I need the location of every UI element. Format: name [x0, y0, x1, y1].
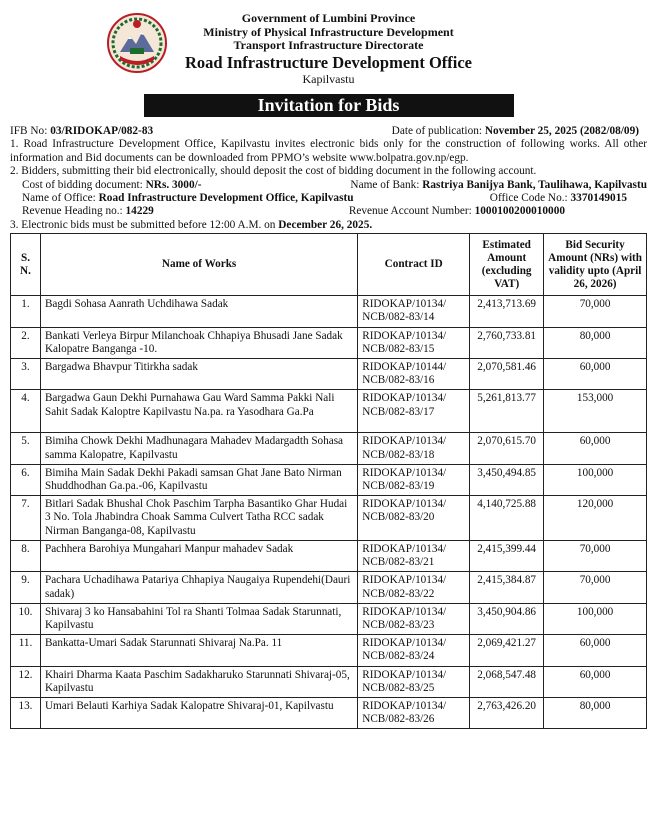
row-estimated-amount: 2,760,733.81	[470, 327, 544, 358]
row-contract-id: RIDOKAP/10134/ NCB/082-83/21	[358, 540, 470, 571]
table-row	[11, 635, 647, 666]
paragraph-2: 2. Bidders, submitting their bid electronically, should deposit the cost of bidding document in the following account.	[10, 165, 537, 178]
row-estimated-amount: 2,763,426.20	[470, 697, 544, 728]
table-row	[11, 296, 647, 327]
row-contract-id: RIDOKAP/10134/ NCB/082-83/25	[358, 666, 470, 697]
notice-banner: Invitation for Bids	[144, 94, 514, 117]
office-code-row	[10, 192, 647, 205]
row-contract-id: RIDOKAP/10134/ NCB/082-83/24	[358, 635, 470, 666]
row-name-of-works: Bargadwa Gaun Dekhi Purnahawa Gau Ward Samma Pakki Nali Sahit Sadak Kaloptre Kapilvastu Na.pa. ra Yasodhara Ga.Pa	[40, 390, 357, 433]
row-name-of-works: Bitlari Sadak Bhushal Chok Paschim Tarpha Basantiko Ghar Hudai 3 No. Tola Jhabindra Choak Samma Culvert Tatha RCC sadak Nirman Banganga-08, Kapilvastu	[40, 496, 357, 541]
revenue-row	[10, 205, 647, 218]
table-row	[11, 433, 647, 464]
header-estimated-amount: Estimated Amount (excluding VAT)	[470, 234, 544, 296]
revenue-account: Revenue Account Number: 1000100200010000	[348, 205, 565, 218]
row-sn: 12.	[11, 666, 41, 697]
row-contract-id: RIDOKAP/10134/ NCB/082-83/17	[358, 390, 470, 433]
row-estimated-amount: 2,415,399.44	[470, 540, 544, 571]
row-name-of-works: Umari Belauti Karhiya Sadak Kalopatre Shivaraj-01, Kapilvastu	[40, 697, 357, 728]
office-code: Office Code No.: 3370149015	[489, 192, 627, 205]
ifb-number: IFB No: 03/RIDOKAP/082-83	[10, 125, 154, 137]
row-name-of-works: Bargadwa Bhavpur Titirkha sadak	[40, 359, 357, 390]
row-sn: 2.	[11, 327, 41, 358]
row-estimated-amount: 2,413,713.69	[470, 296, 544, 327]
revenue-heading: Revenue Heading no.: 14229	[22, 205, 154, 218]
table-row	[11, 603, 647, 634]
row-bid-security: 80,000	[544, 327, 647, 358]
row-contract-id: RIDOKAP/10134/ NCB/082-83/15	[358, 327, 470, 358]
row-bid-security: 60,000	[544, 635, 647, 666]
office-name: Name of Office: Road Infrastructure Development Office, Kapilvastu	[22, 192, 354, 205]
row-contract-id: RIDOKAP/10134/ NCB/082-83/22	[358, 572, 470, 603]
header-bid-security: Bid Security Amount (NRs) with validity upto (April 26, 2026)	[544, 234, 647, 296]
row-bid-security: 80,000	[544, 697, 647, 728]
table-row	[11, 327, 647, 358]
row-sn: 3.	[11, 359, 41, 390]
row-bid-security: 100,000	[544, 603, 647, 634]
row-name-of-works: Shivaraj 3 ko Hansabahini Tol ra Shanti Tolmaa Sadak Starunnati, Kapilvastu	[40, 603, 357, 634]
row-contract-id: RIDOKAP/10134/ NCB/082-83/26	[358, 697, 470, 728]
publication-date: Date of publication: November 25, 2025 (2082/08/09)	[391, 125, 639, 137]
table-row	[11, 666, 647, 697]
directorate-line: Transport Infrastructure Directorate	[233, 38, 424, 52]
row-bid-security: 120,000	[544, 496, 647, 541]
table-row	[11, 464, 647, 495]
row-bid-security: 60,000	[544, 433, 647, 464]
row-sn: 11.	[11, 635, 41, 666]
row-bid-security: 153,000	[544, 390, 647, 433]
row-estimated-amount: 5,261,813.77	[470, 390, 544, 433]
row-sn: 4.	[11, 390, 41, 433]
row-estimated-amount: 2,070,581.46	[470, 359, 544, 390]
row-bid-security: 70,000	[544, 540, 647, 571]
table-header-row	[11, 234, 647, 296]
row-bid-security: 70,000	[544, 572, 647, 603]
row-estimated-amount: 3,450,494.85	[470, 464, 544, 495]
row-estimated-amount: 2,070,615.70	[470, 433, 544, 464]
table-row	[11, 359, 647, 390]
cost-bank-row	[10, 179, 647, 192]
paragraph-1: 1. Road Infrastructure Development Office, Kapilvastu invites electronic bids only for the construction of following works. All other information and Bid documents can be downloaded from PPMO’s website www.bolpatra.gov.np/egp.	[10, 138, 647, 164]
ifb-row	[10, 125, 647, 138]
row-estimated-amount: 4,140,725.88	[470, 496, 544, 541]
row-contract-id: RIDOKAP/10144/ NCB/082-83/16	[358, 359, 470, 390]
row-sn: 13.	[11, 697, 41, 728]
header-name-of-works: Name of Works	[40, 234, 357, 296]
row-estimated-amount: 3,450,904.86	[470, 603, 544, 634]
row-sn: 8.	[11, 540, 41, 571]
row-sn: 7.	[11, 496, 41, 541]
row-estimated-amount: 2,415,384.87	[470, 572, 544, 603]
table-row	[11, 496, 647, 541]
ministry-line: Ministry of Physical Infrastructure Development	[203, 24, 454, 39]
header-sn: S. N.	[11, 234, 41, 296]
office-title: Road Infrastructure Development Office	[184, 52, 472, 72]
row-name-of-works: Bankatta-Umari Sadak Starunnati Shivaraj Na.Pa. 11	[40, 635, 357, 666]
row-name-of-works: Bimiha Main Sadak Dekhi Pakadi samsan Ghat Jane Bato Nirman Shuddhodhan Ga.pa.-06, Kapilvastu	[40, 464, 357, 495]
row-bid-security: 60,000	[544, 359, 647, 390]
row-sn: 9.	[11, 572, 41, 603]
table-row	[11, 697, 647, 728]
row-contract-id: RIDOKAP/10134/ NCB/082-83/14	[358, 296, 470, 327]
paragraph-3: 3. Electronic bids must be submitted before 12:00 A.M. on December 26, 2025.	[10, 218, 373, 231]
bids-table	[10, 233, 647, 729]
row-name-of-works: Bankati Verleya Birpur Milanchoak Chhapiya Bhusadi Jane Sadak Kalopatre Banganga -10.	[40, 327, 357, 358]
table-body	[11, 296, 647, 729]
notice-header	[10, 12, 647, 92]
row-name-of-works: Pachara Uchadihawa Patariya Chhapiya Naugaiya Rupendehi(Dauri sadak)	[40, 572, 357, 603]
table-row	[11, 572, 647, 603]
row-name-of-works: Pachhera Barohiya Mungahari Manpur mahadev Sadak	[40, 540, 357, 571]
table-row	[11, 390, 647, 433]
bank-name: Name of Bank: Rastriya Banijya Bank, Taulihawa, Kapilvastu	[350, 178, 647, 191]
row-bid-security: 60,000	[544, 666, 647, 697]
row-estimated-amount: 2,068,547.48	[470, 666, 544, 697]
row-name-of-works: Bimiha Chowk Dekhi Madhunagara Mahadev Madargadth Sohasa samma Kalopatre, Kapilvastu	[40, 433, 357, 464]
bid-document-cost: Cost of bidding document: NRs. 3000/-	[22, 178, 202, 191]
row-contract-id: RIDOKAP/10134/ NCB/082-83/19	[358, 464, 470, 495]
government-line: Government of Lumbini Province	[241, 11, 416, 25]
table-row	[11, 540, 647, 571]
row-contract-id: RIDOKAP/10134/ NCB/082-83/23	[358, 603, 470, 634]
notice-info	[10, 125, 647, 232]
row-sn: 1.	[11, 296, 41, 327]
row-sn: 10.	[11, 603, 41, 634]
nepal-emblem-icon	[106, 12, 168, 74]
office-location: Kapilvastu	[302, 71, 355, 86]
row-contract-id: RIDOKAP/10134/ NCB/082-83/20	[358, 496, 470, 541]
row-name-of-works: Khairi Dharma Kaata Paschim Sadakharuko Starunnati Shivaraj-05, Kapilvastu	[40, 666, 357, 697]
row-estimated-amount: 2,069,421.27	[470, 635, 544, 666]
header-contract-id: Contract ID	[358, 234, 470, 296]
row-sn: 5.	[11, 433, 41, 464]
row-bid-security: 70,000	[544, 296, 647, 327]
row-bid-security: 100,000	[544, 464, 647, 495]
row-sn: 6.	[11, 464, 41, 495]
row-contract-id: RIDOKAP/10134/ NCB/082-83/18	[358, 433, 470, 464]
row-name-of-works: Bagdi Sohasa Aanrath Uchdihawa Sadak	[40, 296, 357, 327]
